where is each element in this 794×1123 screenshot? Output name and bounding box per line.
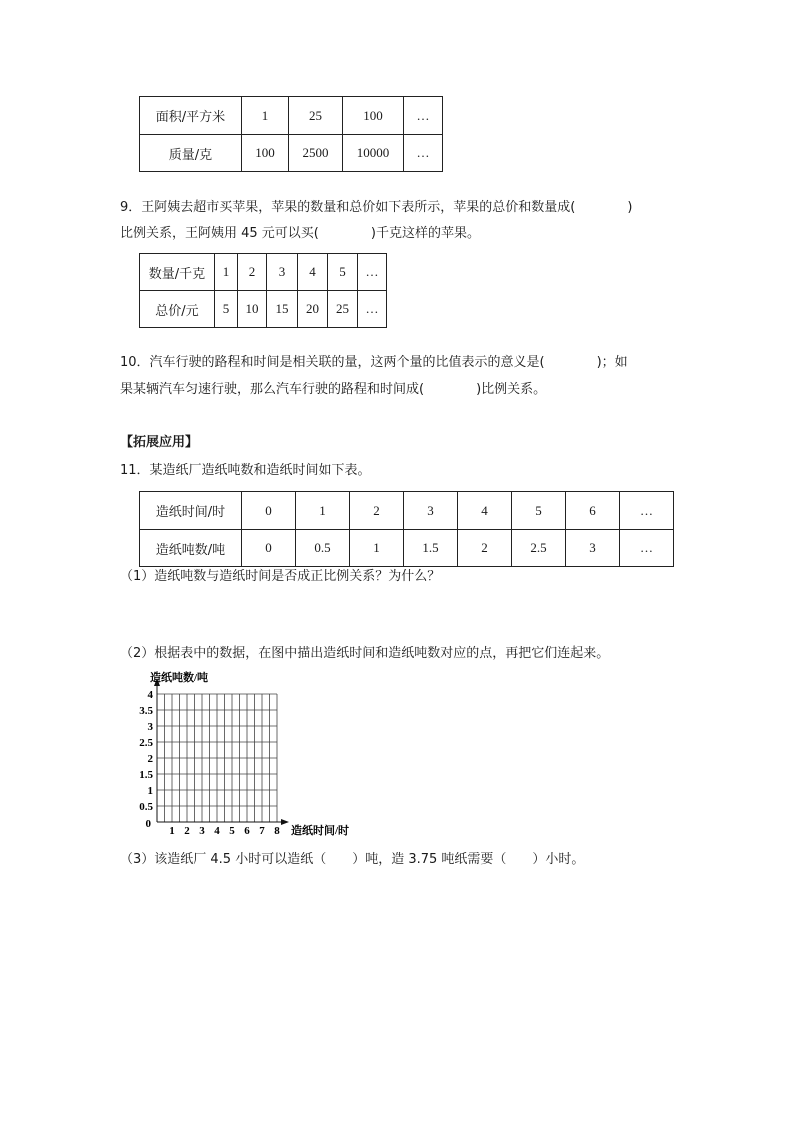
table-cell: 1 [242,97,289,135]
y-tick-label: 3 [147,721,153,733]
table-cell: 25 [328,291,358,328]
table-cell: 10000 [343,135,404,172]
x-axis-arrow-icon [281,819,289,825]
table-cell: 2 [458,530,512,567]
table-cell: 3 [404,492,458,530]
table-cell: 1.5 [404,530,458,567]
table-row [140,135,443,172]
coordinate-grid-chart [120,668,380,840]
table-cell: 5 [328,254,358,291]
table-cell: 100 [242,135,289,172]
row-label: 总价/元 [140,291,215,328]
y-tick-label: 2 [147,753,153,765]
table-row [140,530,674,567]
x-tick-label: 1 [169,825,175,837]
table-cell: 5 [512,492,566,530]
y-axis-label: 造纸吨数/吨 [150,672,209,684]
table-cell: 6 [566,492,620,530]
area-mass-table [139,96,443,172]
table-cell: … [620,530,674,567]
x-tick-label: 8 [274,825,280,837]
x-axis-label: 造纸时间/时 [291,825,350,837]
x-tick-label: 6 [244,825,250,837]
row-label: 质量/克 [140,135,242,172]
section-title: 【拓展应用】 [120,435,199,450]
q11-sub3: （3）该造纸厂 4.5 小时可以造纸（ ）吨，造 3.75 吨纸需要（ ）小时。 [120,852,585,867]
table-cell: 100 [343,97,404,135]
q10-line1: 10．汽车行驶的路程和时间是相关联的量，这两个量的比值表示的意义是( )；如 [120,355,628,370]
table-cell: 0.5 [296,530,350,567]
table-cell: 2 [350,492,404,530]
q9-line2: 比例关系，王阿姨用 45 元可以买( )千克这样的苹果。 [120,226,480,241]
q11-intro: 11．某造纸厂造纸吨数和造纸时间如下表。 [120,463,371,478]
table-row [140,291,387,328]
table-cell: … [358,291,387,328]
q9-line1: 9．王阿姨去超市买苹果，苹果的数量和总价如下表所示，苹果的总价和数量成( ) [120,200,633,215]
table-row [140,492,674,530]
x-tick-label: 3 [199,825,205,837]
table-cell: 3 [267,254,298,291]
table-cell: … [358,254,387,291]
q10-line2: 果某辆汽车匀速行驶，那么汽车行驶的路程和时间成( )比例关系。 [120,382,547,397]
table-cell: 15 [267,291,298,328]
table-cell: 3 [566,530,620,567]
y-tick-label: 4 [147,689,153,701]
table-cell: 20 [298,291,328,328]
table-cell: 1 [215,254,238,291]
table-cell: 0 [242,530,296,567]
q11-sub1: （1）造纸吨数与造纸时间是否成正比例关系？为什么？ [120,569,441,584]
row-label: 造纸时间/时 [140,492,242,530]
x-tick-label: 7 [259,825,265,837]
table-cell: … [404,97,443,135]
table-cell: 4 [458,492,512,530]
table-cell: 2500 [289,135,343,172]
table-cell: 1 [350,530,404,567]
origin-label: 0 [145,818,151,830]
table-cell: … [404,135,443,172]
x-tick-label: 4 [214,825,220,837]
table-cell: 2.5 [512,530,566,567]
table-cell: 5 [215,291,238,328]
table-cell: 10 [238,291,267,328]
y-tick-label: 3.5 [139,705,153,717]
table-cell: … [620,492,674,530]
table-cell: 0 [242,492,296,530]
apple-price-table [139,253,387,328]
row-label: 面积/平方米 [140,97,242,135]
table-cell: 2 [238,254,267,291]
y-tick-label: 2.5 [139,737,153,749]
table-cell: 1 [296,492,350,530]
row-label: 数量/千克 [140,254,215,291]
paper-production-table [139,491,674,567]
q11-sub2: （2）根据表中的数据，在图中描出造纸时间和造纸吨数对应的点，再把它们连起来。 [120,646,610,661]
y-tick-label: 0.5 [139,801,153,813]
row-label: 造纸吨数/吨 [140,530,242,567]
y-tick-label: 1 [147,785,153,797]
x-tick-label: 2 [184,825,190,837]
table-row [140,97,443,135]
y-tick-label: 1.5 [139,769,153,781]
x-tick-label: 5 [229,825,235,837]
table-cell: 4 [298,254,328,291]
table-cell: 25 [289,97,343,135]
table-row [140,254,387,291]
